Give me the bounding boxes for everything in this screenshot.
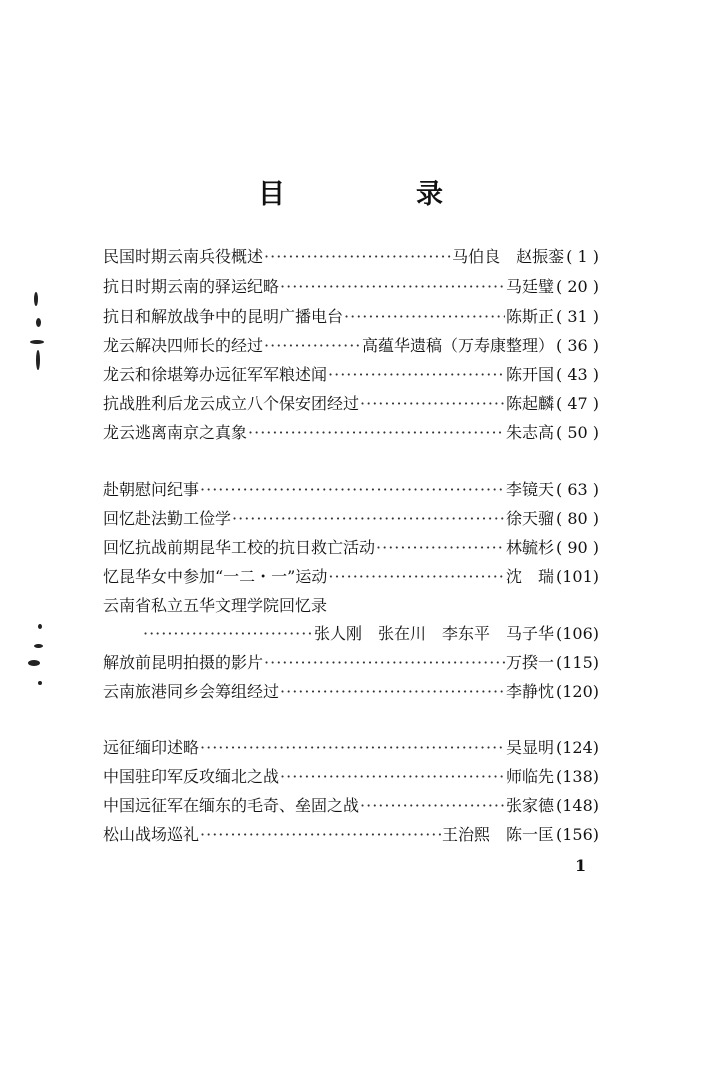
leader-dots (360, 796, 505, 815)
entry-author: 张家德 (505, 796, 554, 815)
entry-title: 回忆赴法勤工俭学 (103, 509, 232, 528)
leader-dots (264, 336, 361, 355)
entry-page: ( 43 ) (555, 365, 599, 384)
toc-entry (103, 420, 599, 448)
toc-entry-continuation (143, 621, 599, 649)
toc-entry (103, 333, 599, 361)
entry-page: (124) (555, 738, 599, 757)
toc-entry (103, 506, 599, 534)
page-number: 1 (575, 856, 587, 875)
toc-entry (103, 679, 599, 707)
entry-author: 王治熙 陈一匡 (441, 825, 554, 844)
toc-entry (103, 274, 599, 302)
entry-page: (148) (555, 796, 599, 815)
entry-author: 马廷璧 (505, 277, 554, 296)
entry-author: 张人刚 张在川 李东平 马子华 (313, 624, 554, 643)
entry-author: 师临先 (505, 767, 554, 786)
toc-entry (103, 362, 599, 390)
entry-author: 林毓杉 (505, 538, 554, 557)
entry-title: 抗日和解放战争中的昆明广播电台 (103, 307, 344, 326)
leader-dots (232, 509, 505, 528)
toc-entry (103, 793, 599, 821)
entry-title: 抗战胜利后龙云成立八个保安团经过 (103, 394, 360, 413)
entry-title: 抗日时期云南的驿运纪略 (103, 277, 280, 296)
entry-page: (101) (555, 567, 599, 586)
entry-author: 李静忱 (505, 682, 554, 701)
leader-dots (280, 682, 505, 701)
toc-entry (103, 650, 599, 678)
entry-title: 龙云逃离南京之真象 (103, 423, 248, 442)
entry-page: ( 31 ) (555, 307, 599, 326)
leader-dots (200, 480, 505, 499)
entry-page: ( 50 ) (555, 423, 599, 442)
leader-dots (280, 767, 505, 786)
toc-entry (103, 391, 599, 419)
toc-entry (103, 535, 599, 563)
entry-title: 中国驻印军反攻缅北之战 (103, 767, 280, 786)
entry-page: (106) (555, 624, 599, 643)
entry-author: 马伯良 赵振銮 (452, 247, 565, 266)
entry-title: 回忆抗战前期昆华工校的抗日救亡活动 (103, 538, 376, 557)
toc-entry (103, 764, 599, 792)
leader-dots (264, 247, 451, 266)
entry-page: ( 90 ) (555, 538, 599, 557)
entry-title: 龙云和徐堪筹办远征军军粮述闻 (103, 365, 328, 384)
entry-author: 朱志高 (505, 423, 554, 442)
leader-dots (360, 394, 505, 413)
toc-entry (103, 593, 599, 621)
entry-title: 远征缅印述略 (103, 738, 200, 757)
entry-author: 陈开国 (505, 365, 554, 384)
entry-page: (120) (555, 682, 599, 701)
entry-title: 中国远征军在缅东的毛奇、垒固之战 (103, 796, 360, 815)
entry-title: 松山战场巡礼 (103, 825, 200, 844)
toc-entry (103, 735, 599, 763)
leader-dots (328, 365, 505, 384)
entry-page: ( 20 ) (555, 277, 599, 296)
entry-title: 民国时期云南兵役概述 (103, 247, 264, 266)
toc-entry (103, 564, 599, 592)
toc-entry (103, 822, 599, 850)
entry-page: (115) (555, 653, 599, 672)
entry-title: 解放前昆明拍摄的影片 (103, 653, 264, 672)
entry-title: 龙云解决四师长的经过 (103, 336, 264, 355)
toc-entry (103, 477, 599, 505)
entry-page: ( 1 ) (566, 247, 599, 266)
entry-title: 云南旅港同乡会筹组经过 (103, 682, 280, 701)
entry-page: (156) (555, 825, 599, 844)
entry-page: ( 36 ) (555, 336, 599, 355)
entry-author: 吴显明 (505, 738, 554, 757)
leader-dots (200, 825, 441, 844)
leader-dots (376, 538, 505, 557)
leader-dots (264, 653, 505, 672)
entry-author: 万揆一 (505, 653, 554, 672)
entry-author: 高蕴华遗稿（万寿康整理） (361, 336, 554, 355)
leader-dots (328, 567, 505, 586)
entry-page: ( 63 ) (555, 480, 599, 499)
entry-author: 陈斯正 (505, 307, 554, 326)
entry-author: 徐天骝 (505, 509, 554, 528)
leader-dots (344, 307, 505, 326)
leader-dots (248, 423, 505, 442)
entry-title: 云南省私立五华文理学院回忆录 (103, 596, 328, 615)
toc-entry (103, 304, 599, 332)
toc-entry (103, 244, 599, 272)
leader-dots (143, 624, 313, 643)
entry-page: (138) (555, 767, 599, 786)
page-title: 目 录 (258, 179, 495, 210)
entry-title: 忆昆华女中参加“一二・一”运动 (103, 567, 328, 586)
leader-dots (200, 738, 505, 757)
entry-author: 李镜天 (505, 480, 554, 499)
entry-title: 赴朝慰问纪事 (103, 480, 200, 499)
entry-page: ( 80 ) (555, 509, 599, 528)
leader-dots (280, 277, 505, 296)
entry-author: 沈 瑞 (505, 567, 554, 586)
entry-author: 陈起麟 (505, 394, 554, 413)
entry-page: ( 47 ) (555, 394, 599, 413)
